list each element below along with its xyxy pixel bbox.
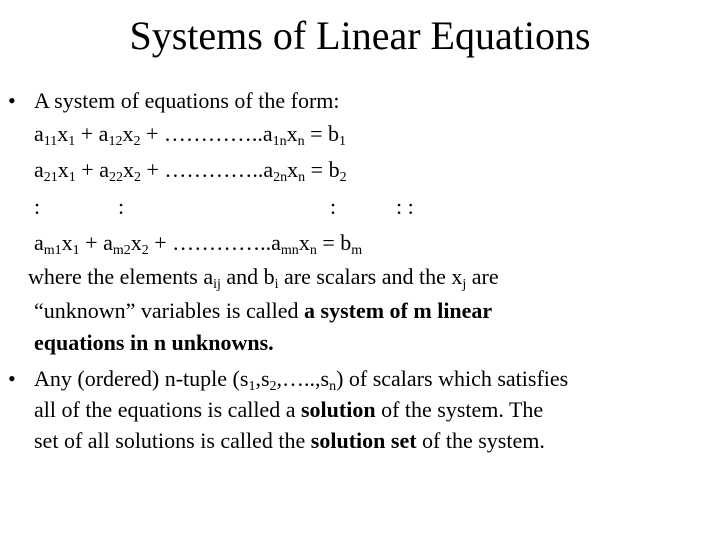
slide-title: Systems of Linear Equations <box>129 13 591 58</box>
bullet1-intro: A system of equations of the form: <box>34 88 340 113</box>
colon-col-2: : <box>118 194 125 219</box>
term-solution-set: solution set <box>310 428 417 453</box>
term-system-of-m-linear: a system of m linear <box>304 298 493 323</box>
definition-line-3 <box>34 328 274 358</box>
equation-row-1: $a_{11}x_1 + a_{12}x_2$ + $\dots\dots\dots\dots..a_{1n}x_n = b_1$ <box>34 121 347 149</box>
term-equations-in-n-unknowns: equations in n unknowns. <box>34 330 274 355</box>
definition-line-2: “unknown” variables is called a system of m linear <box>34 298 493 323</box>
bullet2-line-1: Any (ordered) n-tuple $(s_1,s_2,\dots..,s_n)$ of scalars which satisfies <box>34 366 569 394</box>
colon-col-1: : <box>34 194 41 219</box>
bullet2-line-2: all of the equations is called a solution of the system. The <box>34 397 544 422</box>
where-line: where the elements $a_{ij}$ and $b_i$ are scalars and the $x_j$ are <box>28 264 499 292</box>
bullet-marker: • <box>8 366 16 391</box>
equation-row-m: $a_{m1}x_1 + a_{m2}x_2$ + $\dots\dots\dots\dots..a_{mn}x_n = b_m$ <box>34 230 363 258</box>
colon-col-3: : <box>330 194 337 219</box>
equation-row-2: $a_{21}x_1 + a_{22}x_2$ + $\dots\dots\dots\dots..a_{2n}x_n = b_2$ <box>34 157 347 185</box>
term-solution: solution <box>300 397 376 422</box>
bullet-marker: • <box>8 88 16 113</box>
colon-col-4: : : <box>396 194 414 219</box>
bullet2-line-3: set of all solutions is called the solution set of the system. <box>34 428 545 453</box>
